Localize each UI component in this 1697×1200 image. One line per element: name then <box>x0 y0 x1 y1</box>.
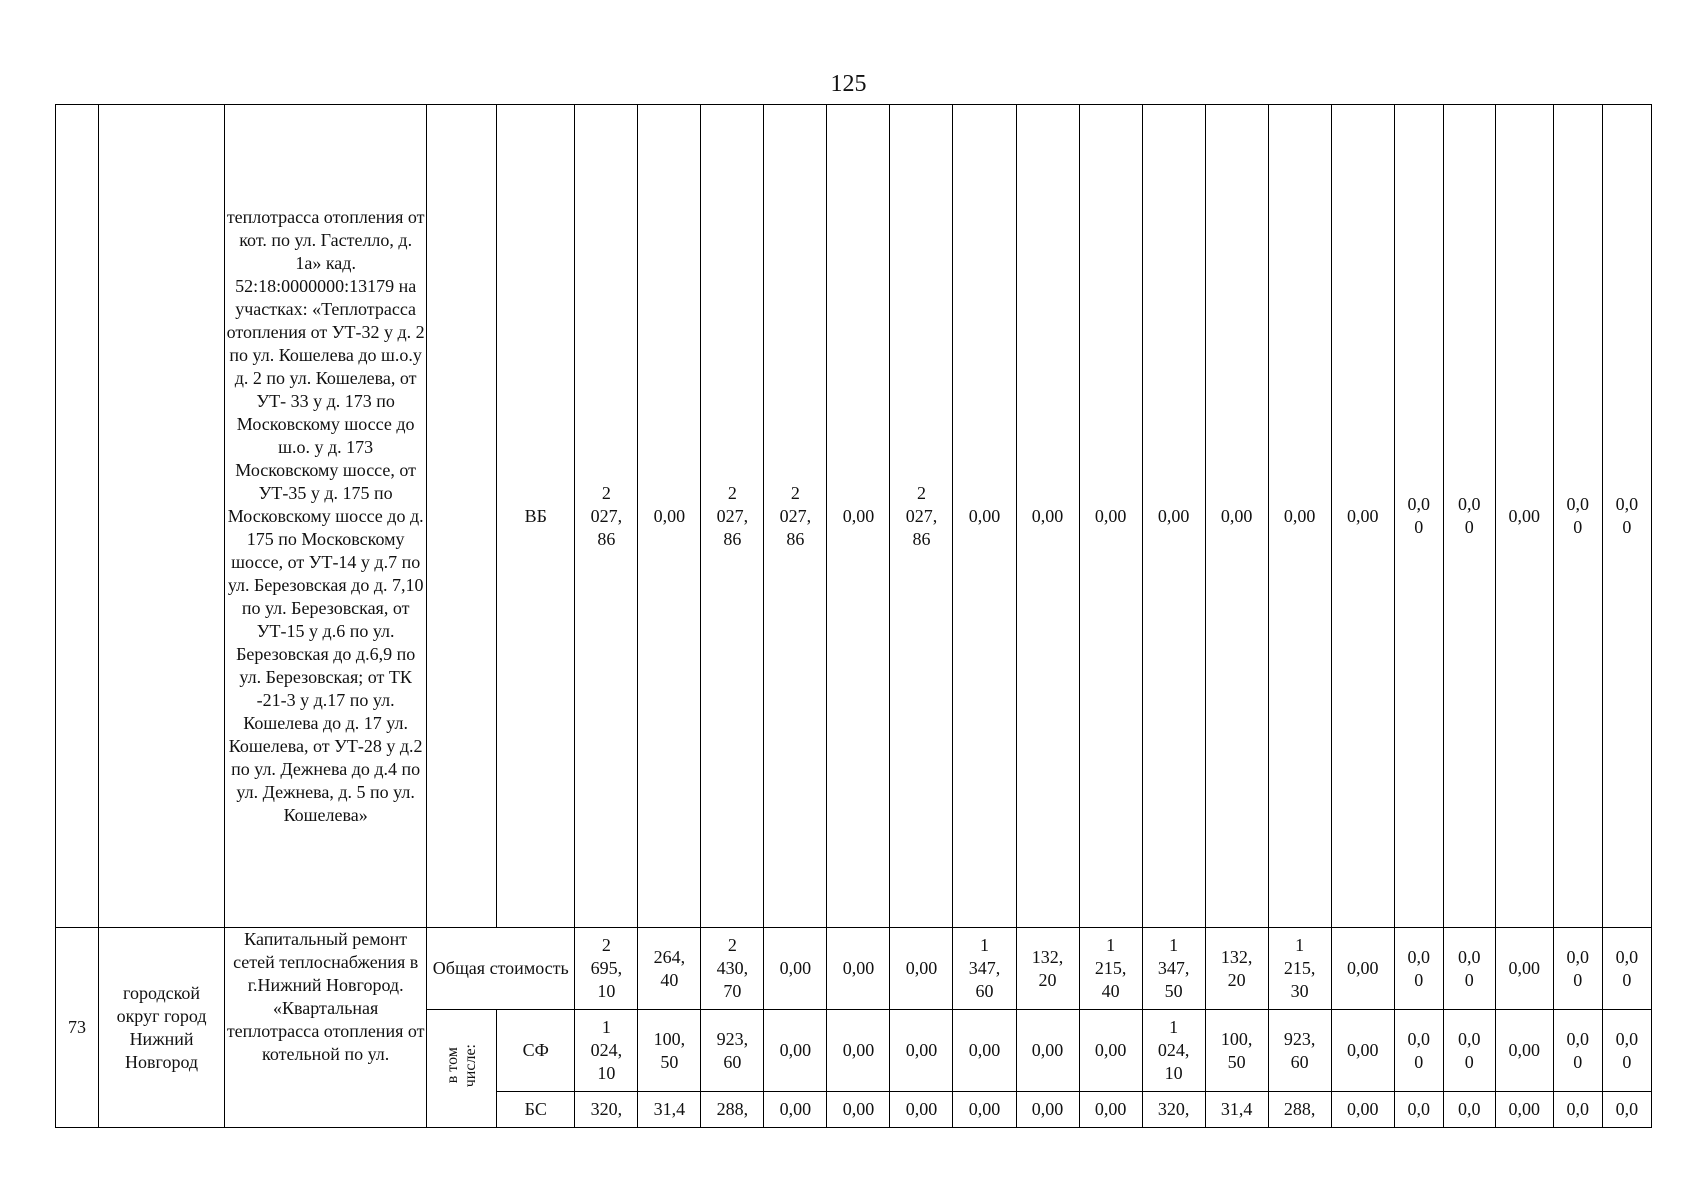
value-cell: 0,0 0 <box>1553 1010 1602 1092</box>
page-number: 125 <box>830 71 867 97</box>
value-cell: 0,0 0 <box>1394 928 1443 1010</box>
value-cell: 288, <box>701 1092 764 1128</box>
value-cell: 0,0 <box>1443 1092 1495 1128</box>
value-cell: 0,00 <box>1079 105 1142 928</box>
value-cell: 923, 60 <box>701 1010 764 1092</box>
value-cell: 2 430, 70 <box>701 928 764 1010</box>
object-description: Капитальный ремонт сетей теплоснабжения в г.Нижний Новгород. «Квартальная теплотрасса отопления от котельной по ул. <box>225 928 427 1128</box>
value-cell: 0,00 <box>1495 928 1553 1010</box>
object-description: теплотрасса отопления от кот. по ул. Гастелло, д. 1а» кад. 52:18:0000000:13179 на участках: «Теплотрасса отопления от УТ-32 у д. 2 по ул. Кошелева до ш.о.у д. 2 по ул. Кошелева, от УТ- 33 у д. 173 по Московскому шоссе до ш.о. у д. 173 Московскому шоссе, от УТ-35 у д. 175 по Московскому шоссе до д. 175 по Московскому шоссе, от УТ-14 у д.7 по ул. Березовская до д. 7,10 по ул. Березовская, от УТ-15 у д.6 по ул. Березовская до д.6,9 по ул. Березовская; от ТК -21-3 у д.17 по ул. Кошелева до д. 17 ул. Кошелева, от УТ-28 у д.2 по ул. Дежнева до д.4 по ул. Дежнева, д. 5 по ул. Кошелева» <box>225 105 427 928</box>
value-cell: 923, 60 <box>1268 1010 1331 1092</box>
value-cell: 0,0 <box>1602 1092 1651 1128</box>
table-row-73-total <box>56 928 1652 1010</box>
value-cell: 31,4 <box>638 1092 701 1128</box>
value-cell: 1 215, 40 <box>1079 928 1142 1010</box>
value-cell: 0,00 <box>827 105 890 928</box>
value-cell: 0,0 0 <box>1602 1010 1651 1092</box>
value-cell: 2 027, 86 <box>575 105 638 928</box>
value-cell: 0,00 <box>1016 1092 1079 1128</box>
value-cell: 0,00 <box>827 1010 890 1092</box>
value-cell: 0,0 0 <box>1602 105 1651 928</box>
value-cell: 0,00 <box>1268 105 1331 928</box>
value-cell: 0,00 <box>764 1092 827 1128</box>
value-cell: 0,0 0 <box>1443 928 1495 1010</box>
value-cell: 288, <box>1268 1092 1331 1128</box>
funding-source-label: ВБ <box>497 105 575 928</box>
value-cell: 0,0 <box>1394 1092 1443 1128</box>
value-cell: 0,00 <box>1142 105 1205 928</box>
table-row-continued <box>56 105 1652 928</box>
value-cell: 0,00 <box>764 1010 827 1092</box>
value-cell: 0,00 <box>1205 105 1268 928</box>
value-cell: 132, 20 <box>1016 928 1079 1010</box>
value-cell: 2 027, 86 <box>890 105 953 928</box>
value-cell: 0,00 <box>1495 105 1553 928</box>
value-cell: 0,00 <box>1016 1010 1079 1092</box>
value-cell: 0,00 <box>827 928 890 1010</box>
value-cell: 0,00 <box>1079 1010 1142 1092</box>
value-cell: 1 024, 10 <box>575 1010 638 1092</box>
value-cell: 132, 20 <box>1205 928 1268 1010</box>
value-cell: 2 027, 86 <box>701 105 764 928</box>
value-cell: 0,00 <box>1079 1092 1142 1128</box>
municipality-cell <box>99 105 225 928</box>
municipality-name: городской округ город Нижний Новгород <box>99 928 225 1128</box>
value-cell: 0,0 <box>1553 1092 1602 1128</box>
value-cell: 2 027, 86 <box>764 105 827 928</box>
value-cell: 0,00 <box>1331 1010 1394 1092</box>
row-number-cell <box>56 105 99 928</box>
funding-source-label: БС <box>497 1092 575 1128</box>
value-cell: 320, <box>575 1092 638 1128</box>
value-cell: 264, 40 <box>638 928 701 1010</box>
value-cell: 0,00 <box>827 1092 890 1128</box>
including-label: в том числе: <box>443 1043 479 1088</box>
value-cell: 0,00 <box>890 928 953 1010</box>
value-cell: 1 215, 30 <box>1268 928 1331 1010</box>
value-cell: 0,00 <box>1495 1092 1553 1128</box>
budget-table <box>55 104 1652 1128</box>
value-cell: 0,0 0 <box>1602 928 1651 1010</box>
value-cell: 0,0 0 <box>1394 1010 1443 1092</box>
value-cell: 0,00 <box>1016 105 1079 928</box>
value-cell: 100, 50 <box>1205 1010 1268 1092</box>
value-cell: 0,00 <box>1331 1092 1394 1128</box>
row-number: 73 <box>56 928 99 1128</box>
value-cell: 1 024, 10 <box>1142 1010 1205 1092</box>
value-cell: 100, 50 <box>638 1010 701 1092</box>
value-cell: 0,00 <box>953 1092 1016 1128</box>
value-cell: 31,4 <box>1205 1092 1268 1128</box>
value-cell: 0,00 <box>953 105 1016 928</box>
value-cell: 2 695, 10 <box>575 928 638 1010</box>
value-cell: 0,00 <box>1331 105 1394 928</box>
value-cell: 0,00 <box>1331 928 1394 1010</box>
value-cell: 0,0 0 <box>1443 1010 1495 1092</box>
group-label-cell <box>427 105 497 928</box>
value-cell: 1 347, 50 <box>1142 928 1205 1010</box>
value-cell: 0,00 <box>890 1010 953 1092</box>
value-cell: 0,00 <box>890 1092 953 1128</box>
value-cell: 0,0 0 <box>1443 105 1495 928</box>
funding-source-label: СФ <box>497 1010 575 1092</box>
value-cell: 0,00 <box>764 928 827 1010</box>
value-cell: 0,00 <box>953 1010 1016 1092</box>
value-cell: 1 347, 60 <box>953 928 1016 1010</box>
value-cell: 0,0 0 <box>1553 105 1602 928</box>
value-cell: 0,00 <box>1495 1010 1553 1092</box>
value-cell: 0,0 0 <box>1553 928 1602 1010</box>
value-cell: 320, <box>1142 1092 1205 1128</box>
value-cell: 0,0 0 <box>1394 105 1443 928</box>
including-label-cell <box>427 1010 497 1128</box>
value-cell: 0,00 <box>638 105 701 928</box>
total-cost-label: Общая стоимость <box>427 928 575 1010</box>
